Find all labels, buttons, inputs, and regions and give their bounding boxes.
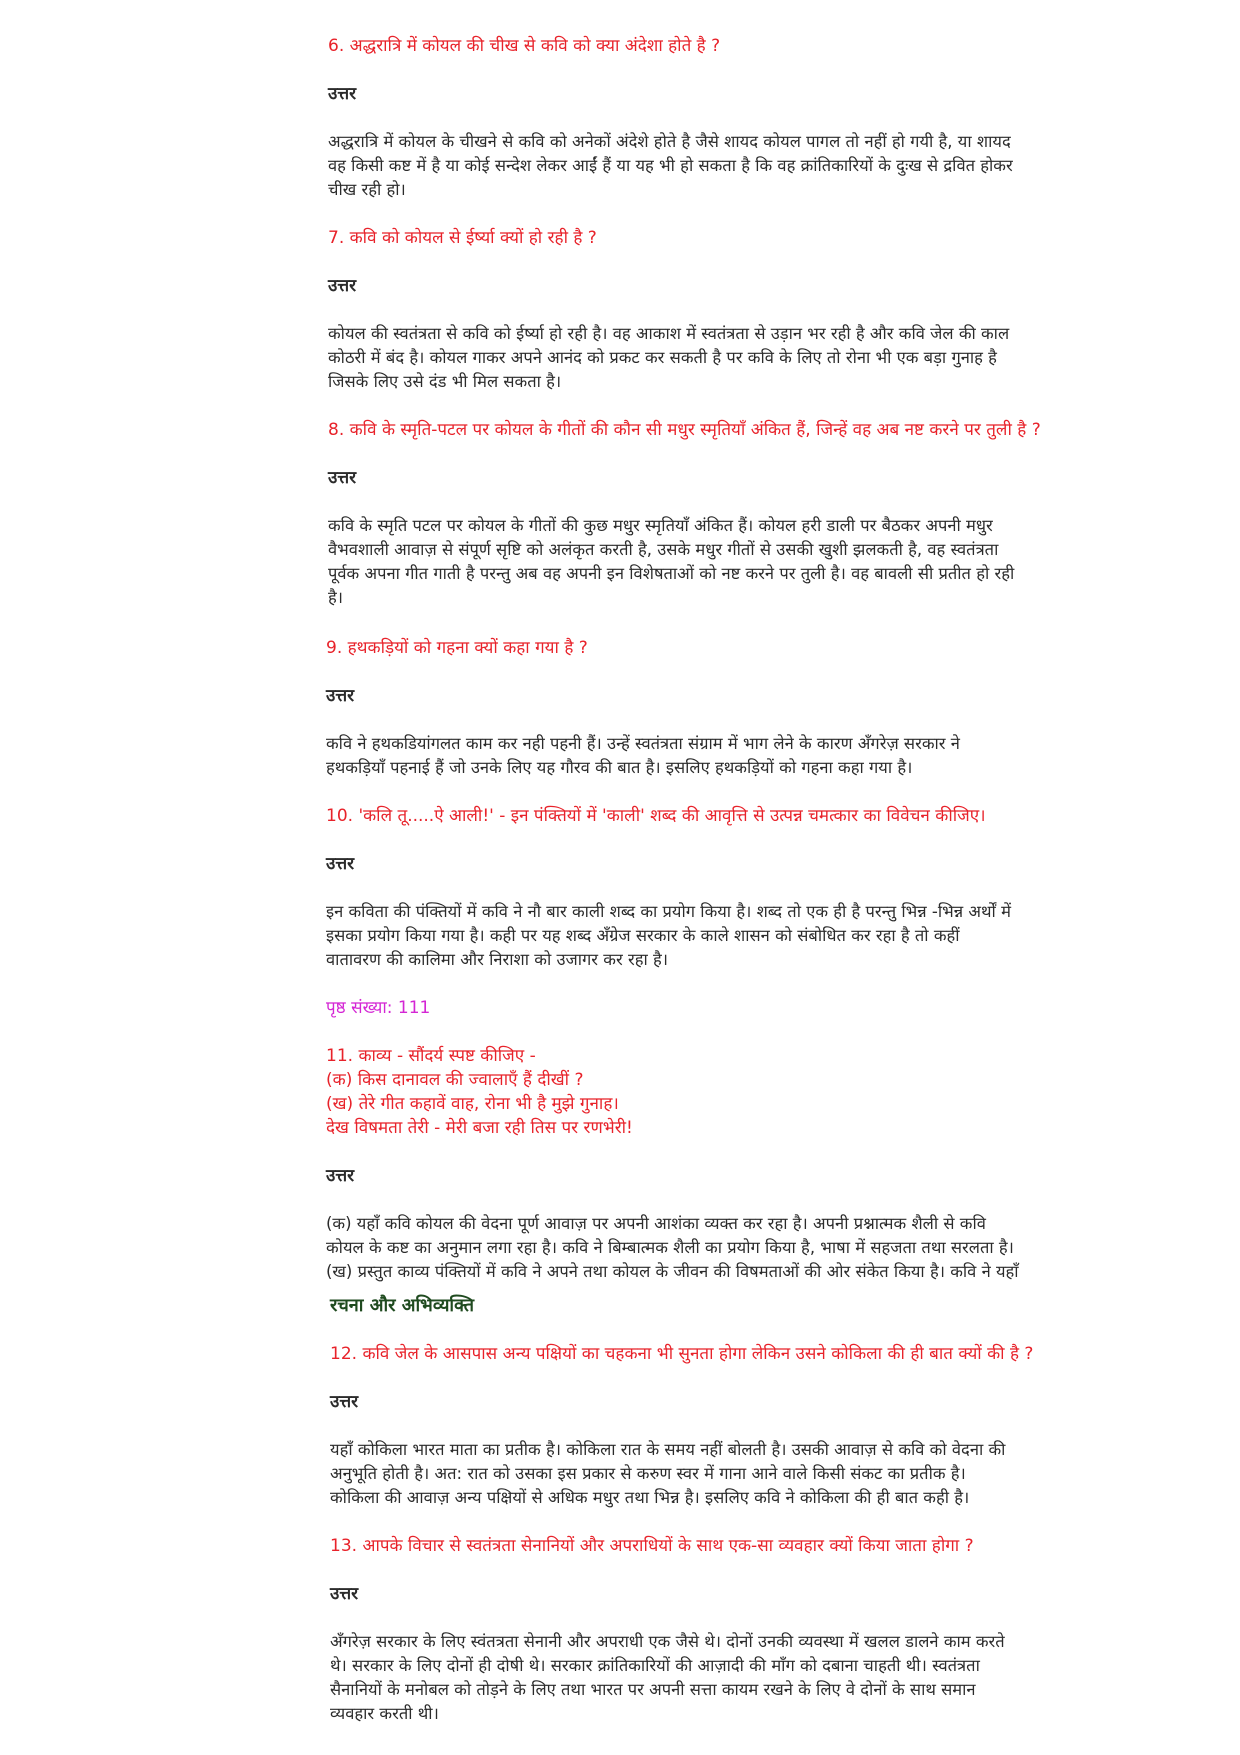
- question-11: [326, 1044, 1096, 1140]
- question-7: 7. कवि को कोयल से ईर्ष्या क्यों हो रही है ?: [328, 228, 597, 248]
- question-13: 13. आपके विचार से स्वतंत्रता सेनानियों और अपराधियों के साथ एक-सा व्यवहार क्यों किया जाता होगा ?: [330, 1536, 974, 1556]
- answer-12-line: यहाँ कोकिला भारत माता का प्रतीक है। कोकिला रात के समय नहीं बोलती है। उसकी आवाज़ से कवि को वेदना की: [330, 1440, 1006, 1459]
- answer-11-line: (ख) प्रस्तुत काव्य पंक्तियों में कवि ने अपने तथा कोयल के जीवन की विषमताओं की ओर संकेत किया है। कवि ने यहाँ: [326, 1262, 1019, 1281]
- answer-13-line: अँगरेज़ सरकार के लिए स्वंतत्रता सेनानी और अपराधी एक जैसे थे। दोनों उनकी व्यवस्था में खलल डालने काम करते: [330, 1632, 1005, 1651]
- answer-6-line: वह किसी कष्ट में है या कोई सन्देश लेकर आईं हैं या यह भी हो सकता है कि वह क्रांतिकारियों के दुःख से द्रवित होकर: [328, 156, 1013, 175]
- answer-label-11: उत्तर: [326, 1166, 355, 1186]
- question-11-line: देख विषमता तेरी - मेरी बजा रही तिस पर रणभेरी!: [326, 1118, 633, 1138]
- answer-10: [326, 900, 1096, 972]
- answer-7-line: कोठरी में बंद है। कोयल गाकर अपने आनंद को प्रकट कर सकती है पर कवि के लिए तो रोना भी एक बड़ा गुनाह है: [328, 348, 997, 367]
- answer-13: [330, 1630, 1100, 1726]
- answer-9: [326, 732, 1096, 780]
- answer-8-line: वैभवशाली आवाज़ से संपूर्ण सृष्टि को अलंकृत करती है, उसके मधुर गीतों से उसकी खुशी झलकती है, वह स्वतंत्रता: [328, 540, 999, 559]
- answer-label-6: उत्तर: [328, 84, 357, 104]
- answer-11-line: कोयल के कष्ट का अनुमान लगा रहा है। कवि ने बिम्बात्मक शैली का प्रयोग किया है, भाषा में सहजता तथा सरलता है।: [326, 1238, 1014, 1257]
- question-11-line: (ख) तेरे गीत कहावें वाह, रोना भी है मुझे गुनाह।: [326, 1094, 619, 1114]
- answer-label-7: उत्तर: [328, 276, 357, 296]
- answer-label-8: उत्तर: [328, 468, 357, 488]
- answer-label-13: उत्तर: [330, 1584, 359, 1604]
- answer-6-line: अद्धरात्रि में कोयल के चीखने से कवि को अनेकों अंदेशे होते है जैसे शायद कोयल पागल तो नहीं हो गयी है, या शायद: [328, 132, 1011, 151]
- answer-12-line: अनुभूति होती है। अत: रात को उसका इस प्रकार से करुण स्वर में गाना आने वाले किसी संकट का प्रतीक है।: [330, 1464, 966, 1483]
- answer-label-10: उत्तर: [326, 854, 355, 874]
- answer-13-line: थे। सरकार के लिए दोनों ही दोषी थे। सरकार क्रांतिकारियों की आज़ादी की माँग को दबाना चाहती थी। स्वतंत्रता: [330, 1656, 980, 1675]
- answer-6-line: चीख रही हो।: [328, 180, 406, 199]
- question-11-line: 11. काव्य - सौंदर्य स्पष्ट कीजिए -: [326, 1046, 536, 1066]
- answer-6: [328, 130, 1098, 202]
- section-title: रचना और अभिव्यक्ति: [330, 1295, 474, 1316]
- answer-13-line: सैनानियों के मनोबल को तोड़ने के लिए तथा भारत पर अपनी सत्ता कायम रखने के लिए वे दोनों के साथ समान: [330, 1680, 976, 1699]
- answer-8-line: है।: [328, 588, 344, 607]
- answer-7-line: कोयल की स्वतंत्रता से कवि को ईर्ष्या हो रही है। वह आकाश में स्वतंत्रता से उड़ान भर रही है और कवि जेल की काल: [328, 324, 1010, 343]
- answer-7: [328, 322, 1098, 394]
- answer-label-12: उत्तर: [330, 1392, 359, 1412]
- question-11-line: (क) किस दानावल की ज्वालाएँ हैं दीखीं ?: [326, 1070, 584, 1090]
- answer-10-line: इन कविता की पंक्तियों में कवि ने नौ बार काली शब्द का प्रयोग किया है। शब्द तो एक ही है परन्तु भिन्न -भिन्न अर्थों में: [326, 902, 1011, 921]
- answer-10-line: इसका प्रयोग किया गया है। कही पर यह शब्द अँग्रेज सरकार के काले शासन को संबोधित कर रहा है तो कहीं: [326, 926, 960, 945]
- answer-8-line: कवि के स्मृति पटल पर कोयल के गीतों की कुछ मधुर स्मृतियाँ अंकित हैं। कोयल हरी डाली पर बैठकर अपनी मधुर: [328, 516, 993, 535]
- question-12: 12. कवि जेल के आसपास अन्य पक्षियों का चहकना भी सुनता होगा लेकिन उसने कोकिला की ही बात क्यों की है ?: [330, 1344, 1034, 1364]
- question-8: 8. कवि के स्मृति-पटल पर कोयल के गीतों की कौन सी मधुर स्मृतियाँ अंकित हैं, जिन्हें वह अब नष्ट करने पर तुली है ?: [328, 420, 1041, 440]
- answer-13-line: व्यवहार करती थी।: [330, 1704, 439, 1723]
- page-number: पृष्ठ संख्या: 111: [326, 998, 431, 1018]
- question-9: 9. हथकड़ियों को गहना क्यों कहा गया है ?: [326, 638, 588, 658]
- answer-10-line: वातावरण की कालिमा और निराशा को उजागर कर रहा है।: [326, 950, 669, 969]
- answer-8: [328, 514, 1098, 610]
- answer-12: [330, 1438, 1100, 1510]
- answer-7-line: जिसके लिए उसे दंड भी मिल सकता है।: [328, 372, 562, 391]
- answer-11-line: (क) यहाँ कवि कोयल की वेदना पूर्ण आवाज़ पर अपनी आशंका व्यक्त कर रहा है। अपनी प्रश्नात्मक शैली से कवि: [326, 1214, 986, 1233]
- answer-12-line: कोकिला की आवाज़ अन्य पक्षियों से अधिक मधुर तथा भिन्न है। इसलिए कवि ने कोकिला की ही बात कही है।: [330, 1488, 970, 1507]
- question-6: 6. अद्धरात्रि में कोयल की चीख से कवि को क्या अंदेशा होते है ?: [328, 36, 721, 56]
- question-10: 10. 'कलि तू.....ऐ आली!' - इन पंक्तियों में 'काली' शब्द की आवृत्ति से उत्पन्न चमत्कार का विवेचन कीजिए।: [326, 806, 986, 826]
- answer-11: [326, 1212, 1096, 1284]
- answer-9-line: कवि ने हथकडियांगलत काम कर नही पहनी हैं। उन्हें स्वतंत्रता संग्राम में भाग लेने के कारण अँगरेज़ सरकार ने: [326, 734, 960, 753]
- answer-label-9: उत्तर: [326, 686, 355, 706]
- answer-8-line: पूर्वक अपना गीत गाती है परन्तु अब वह अपनी इन विशेषताओं को नष्ट करने पर तुली है। वह बावली सी प्रतीत हो रही: [328, 564, 1015, 583]
- answer-9-line: हथकड़ियाँ पहनाई हैं जो उनके लिए यह गौरव की बात है। इसलिए हथकड़ियों को गहना कहा गया है।: [326, 758, 913, 777]
